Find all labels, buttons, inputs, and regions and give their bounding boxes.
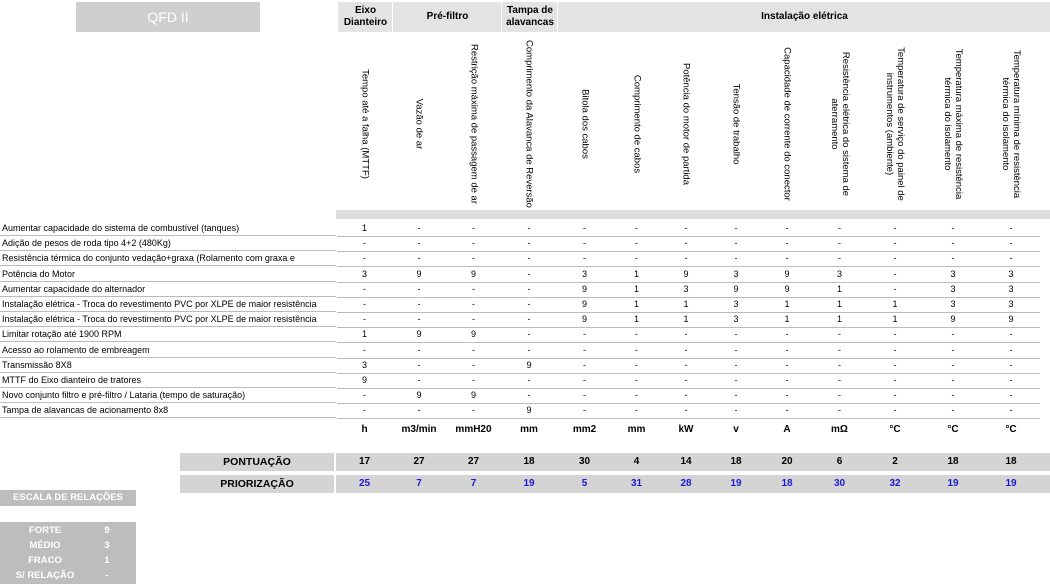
matrix-cell: - [711, 251, 761, 267]
matrix-cell: - [813, 251, 866, 267]
scale-item-value: 1 [104, 555, 110, 566]
matrix-cell: 3 [982, 297, 1040, 313]
row-label: Potência do Motor [0, 267, 336, 282]
matrix-cell: - [446, 403, 501, 419]
matrix-cell: - [446, 282, 501, 298]
band-separator [334, 453, 336, 471]
matrix-cell: 3 [982, 282, 1040, 298]
matrix-cell: 3 [924, 297, 982, 313]
column-header-2 [446, 38, 501, 210]
score-value: 27 [413, 456, 425, 467]
row-label: MTTF do Eixo dianteiro de tratores [0, 373, 336, 388]
matrix-cell: 9 [557, 282, 612, 298]
matrix-cell: 1 [337, 221, 392, 237]
matrix-cell: - [761, 373, 813, 389]
matrix-cell: - [557, 403, 612, 419]
matrix-cell: 9 [446, 327, 501, 343]
matrix-cell: 1 [661, 297, 711, 313]
scale-title: ESCALA DE RELAÇÕES [0, 490, 136, 506]
matrix-cell: 1 [612, 267, 661, 283]
matrix-cell: - [982, 373, 1040, 389]
matrix-cell: - [924, 403, 982, 419]
matrix-cell: - [446, 251, 501, 267]
matrix-cell: - [813, 373, 866, 389]
matrix-cell: - [924, 388, 982, 404]
column-header-12 [982, 38, 1040, 210]
matrix-cell: 3 [813, 267, 866, 283]
unit-cell: A [783, 423, 791, 435]
matrix-cell: 3 [924, 282, 982, 298]
matrix-cell: - [612, 221, 661, 237]
column-header-6 [661, 38, 711, 210]
matrix-cell: - [446, 312, 501, 328]
priority-value: 31 [630, 478, 643, 489]
matrix-cell: - [337, 343, 392, 359]
matrix-cell: - [337, 297, 392, 313]
matrix-cell: - [982, 403, 1040, 419]
matrix-cell: - [711, 236, 761, 252]
matrix-cell: 1 [612, 312, 661, 328]
priority-value: 28 [680, 478, 692, 489]
scale-item-label: S/ RELAÇÃO [15, 570, 75, 581]
matrix-cell: - [392, 373, 446, 389]
matrix-cell: - [392, 403, 446, 419]
matrix-cell: 1 [612, 282, 661, 298]
matrix-cell: 1 [866, 297, 924, 313]
matrix-cell: - [924, 373, 982, 389]
column-header-3 [501, 38, 557, 210]
matrix-cell: - [392, 358, 446, 374]
row-label: Resistência térmica do conjunto vedação+graxa (Rolamento com graxa e [0, 251, 336, 266]
scale-item [0, 553, 136, 568]
matrix-cell: - [612, 251, 661, 267]
matrix-cell: - [982, 221, 1040, 237]
priority-value: 19 [947, 478, 959, 489]
matrix-cell: - [761, 388, 813, 404]
matrix-cell: - [866, 343, 924, 359]
matrix-cell: - [501, 267, 557, 283]
priority-value: 7 [416, 478, 422, 489]
matrix-cell: - [661, 358, 711, 374]
priority-value: 5 [581, 478, 588, 489]
matrix-cell: - [501, 221, 557, 237]
matrix-cell: - [866, 373, 924, 389]
matrix-cell: - [557, 236, 612, 252]
column-header-label: Resistência elétrica do sistema de aterramento [828, 51, 851, 197]
matrix-cell: - [446, 236, 501, 252]
matrix-cell: - [866, 267, 924, 283]
matrix-cell: - [813, 343, 866, 359]
matrix-cell: - [924, 221, 982, 237]
matrix-cell: 3 [924, 267, 982, 283]
matrix-cell: - [557, 343, 612, 359]
unit-cell: °C [1005, 423, 1017, 435]
matrix-cell: - [866, 282, 924, 298]
matrix-cell: - [813, 388, 866, 404]
matrix-cell: - [392, 312, 446, 328]
unit-cell: m3/min [401, 423, 437, 435]
scale-item [0, 568, 136, 583]
matrix-cell: 9 [711, 282, 761, 298]
matrix-cell: - [392, 251, 446, 267]
matrix-cell: - [711, 388, 761, 404]
matrix-cell: - [392, 343, 446, 359]
matrix-cell: - [557, 221, 612, 237]
matrix-cell: - [392, 221, 446, 237]
matrix-cell: - [501, 327, 557, 343]
matrix-cell: - [612, 327, 661, 343]
score-label: PONTUAÇÃO [223, 456, 291, 468]
matrix-cell: 1 [661, 312, 711, 328]
matrix-cell: 9 [557, 312, 612, 328]
score-value: 18 [947, 456, 959, 467]
matrix-cell: - [501, 297, 557, 313]
column-header-label: Tempo até a falha (MTTF) [359, 69, 370, 179]
matrix-cell: 3 [557, 267, 612, 283]
unit-cell: mΩ [831, 423, 848, 435]
matrix-cell: - [761, 236, 813, 252]
group-header-3: Instalação elétrica [557, 2, 1050, 32]
matrix-cell: - [711, 221, 761, 237]
score-value: 17 [358, 456, 371, 467]
matrix-cell: - [337, 388, 392, 404]
matrix-cell: - [661, 251, 711, 267]
matrix-cell: - [612, 403, 661, 419]
matrix-cell: - [612, 388, 661, 404]
matrix-cell: - [761, 251, 813, 267]
matrix-cell: 9 [392, 388, 446, 404]
column-header-10 [866, 38, 924, 210]
column-header-0 [337, 38, 392, 210]
matrix-cell: - [612, 343, 661, 359]
matrix-cell: - [982, 251, 1040, 267]
unit-cell: °C [889, 423, 901, 435]
matrix-cell: - [446, 297, 501, 313]
matrix-cell: - [501, 282, 557, 298]
matrix-cell: 9 [337, 373, 392, 389]
matrix-cell: - [866, 221, 924, 237]
unit-cell: v [733, 423, 739, 435]
matrix-cell: - [661, 343, 711, 359]
priority-label: PRIORIZAÇÃO [220, 478, 294, 490]
matrix-cell: - [866, 236, 924, 252]
matrix-cell: 9 [446, 267, 501, 283]
column-header-label: Restrição máxima de passagem de ar [468, 44, 479, 204]
score-value: 4 [633, 456, 640, 467]
score-value: 27 [467, 456, 480, 467]
matrix-cell: - [761, 403, 813, 419]
matrix-cell: - [761, 327, 813, 343]
matrix-cell: - [711, 373, 761, 389]
scale-item [0, 538, 136, 553]
matrix-cell: - [557, 358, 612, 374]
row-label: Transmissão 8X8 [0, 358, 336, 373]
matrix-cell: - [866, 358, 924, 374]
score-value: 2 [892, 456, 898, 467]
row-label: Limitar rotação até 1900 RPM [0, 327, 336, 342]
matrix-cell: - [501, 312, 557, 328]
scale-item-value: - [105, 570, 109, 581]
matrix-cell: - [661, 221, 711, 237]
priority-value: 25 [358, 478, 371, 489]
matrix-cell: - [501, 373, 557, 389]
matrix-cell: - [446, 373, 501, 389]
matrix-cell: - [557, 373, 612, 389]
priority-value: 19 [1005, 478, 1017, 489]
matrix-cell: - [661, 327, 711, 343]
column-header-1 [392, 38, 446, 210]
header-separator [336, 210, 1050, 219]
matrix-cell: - [761, 343, 813, 359]
priority-value: 32 [889, 478, 901, 489]
column-header-7 [711, 38, 761, 210]
row-label: Instalação elétrica - Troca do revestimento PVC por XLPE de maior resistência [0, 297, 336, 312]
row-label: Novo conjunto filtro e pré-filtro / Lataria (tempo de saturação) [0, 388, 336, 403]
score-value: 18 [1005, 456, 1017, 467]
score-value: 6 [836, 456, 843, 467]
matrix-cell: 3 [711, 312, 761, 328]
matrix-cell: - [924, 251, 982, 267]
scale-item-label: FORTE [28, 525, 62, 536]
matrix-cell: - [337, 312, 392, 328]
matrix-cell: - [761, 358, 813, 374]
qfd-title: QFD II [76, 2, 260, 32]
matrix-cell: - [501, 251, 557, 267]
matrix-cell: - [612, 236, 661, 252]
matrix-cell: 1 [612, 297, 661, 313]
matrix-cell: - [813, 236, 866, 252]
matrix-cell: - [982, 236, 1040, 252]
matrix-cell: - [337, 282, 392, 298]
matrix-cell: 9 [924, 312, 982, 328]
matrix-cell: 9 [761, 282, 813, 298]
matrix-cell: - [612, 358, 661, 374]
column-header-label: Bitola dos cabos [579, 89, 590, 159]
matrix-cell: 9 [501, 358, 557, 374]
matrix-cell: - [711, 403, 761, 419]
score-value: 18 [730, 456, 742, 467]
column-header-9 [813, 38, 866, 210]
scale-item-label: FRACO [28, 555, 62, 566]
matrix-cell: - [661, 388, 711, 404]
matrix-cell: 9 [661, 267, 711, 283]
matrix-cell: - [982, 327, 1040, 343]
matrix-cell: - [501, 343, 557, 359]
row-label: Aumentar capacidade do alternador [0, 282, 336, 297]
row-label: Instalação elétrica - Troca do revestimento PVC por XLPE de maior resistência [0, 312, 336, 327]
matrix-cell: - [661, 403, 711, 419]
matrix-cell: - [392, 236, 446, 252]
matrix-cell: - [924, 358, 982, 374]
matrix-cell: - [813, 221, 866, 237]
column-header-label: Temperatura máxima de resistência térmica do isolamento [942, 48, 964, 200]
matrix-cell: 3 [982, 267, 1040, 283]
matrix-cell: - [711, 343, 761, 359]
matrix-cell: 1 [813, 297, 866, 313]
matrix-cell: 1 [866, 312, 924, 328]
matrix-cell: - [557, 388, 612, 404]
matrix-cell: 3 [711, 267, 761, 283]
matrix-cell: 1 [761, 297, 813, 313]
matrix-cell: - [711, 358, 761, 374]
matrix-cell: - [711, 327, 761, 343]
matrix-cell: 1 [813, 312, 866, 328]
matrix-cell: - [612, 373, 661, 389]
column-header-label: Comprimento da Alavanca de Reversão [523, 40, 535, 208]
row-label: Acesso ao rolamento de embreagem [0, 343, 336, 358]
matrix-cell: - [866, 388, 924, 404]
unit-cell: °C [947, 423, 959, 435]
band-separator [334, 475, 336, 493]
row-label: Tampa de alavancas de acionamento 8x8 [0, 403, 336, 418]
column-header-5 [612, 38, 661, 210]
matrix-cell: - [446, 343, 501, 359]
matrix-cell: - [982, 388, 1040, 404]
matrix-cell: - [446, 358, 501, 374]
unit-cell: mmH20 [455, 423, 492, 435]
unit-cell: mm [627, 423, 646, 435]
matrix-cell: - [813, 403, 866, 419]
matrix-cell: 3 [711, 297, 761, 313]
scale-item-value: 9 [104, 525, 110, 536]
matrix-cell: - [924, 236, 982, 252]
matrix-cell: - [337, 251, 392, 267]
matrix-cell: - [924, 327, 982, 343]
row-label: Aumentar capacidade do sistema de combustível (tanques) [0, 221, 336, 236]
matrix-cell: 3 [661, 282, 711, 298]
matrix-cell: - [813, 358, 866, 374]
matrix-cell: - [557, 327, 612, 343]
priority-value: 30 [833, 478, 846, 489]
matrix-cell: - [761, 221, 813, 237]
matrix-cell: - [866, 403, 924, 419]
score-value: 30 [578, 456, 591, 467]
matrix-cell: - [661, 236, 711, 252]
column-header-label: Vazão de ar [413, 98, 425, 150]
unit-cell: mm [520, 423, 538, 435]
column-header-label: Comprimento de cabos [631, 74, 642, 174]
matrix-cell: - [392, 297, 446, 313]
priority-value: 19 [523, 478, 535, 489]
matrix-cell: - [446, 221, 501, 237]
column-header-label: Capacidade de corrente do conector [781, 47, 793, 201]
matrix-cell: 1 [761, 312, 813, 328]
matrix-cell: - [661, 373, 711, 389]
column-header-label: Potência do motor de partida [680, 63, 692, 185]
matrix-cell: - [337, 403, 392, 419]
group-header-0: Eixo Dianteiro [337, 2, 393, 32]
matrix-cell: 9 [392, 327, 446, 343]
matrix-cell: - [501, 388, 557, 404]
column-header-label: Tensão de trabalho [730, 83, 742, 165]
score-value: 18 [523, 456, 535, 467]
priority-value: 18 [781, 478, 793, 489]
column-header-label: Temperatura mínima de resistência térmica do isolamento [1000, 49, 1022, 199]
score-value: 14 [680, 456, 692, 467]
matrix-cell: 9 [446, 388, 501, 404]
scale-item [0, 523, 136, 538]
matrix-cell: 9 [501, 403, 557, 419]
matrix-cell: - [392, 282, 446, 298]
priority-value: 19 [730, 478, 742, 489]
matrix-cell: - [982, 358, 1040, 374]
matrix-cell: 9 [557, 297, 612, 313]
unit-cell: kW [678, 423, 694, 435]
matrix-cell: 1 [337, 327, 392, 343]
matrix-cell: - [866, 327, 924, 343]
score-value: 20 [781, 456, 793, 467]
matrix-cell: 3 [337, 358, 392, 374]
column-header-label: Temperatura de serviço do painel de instrumentos (ambiente) [884, 47, 906, 201]
group-header-1: Pré-filtro [392, 2, 502, 32]
matrix-cell: - [866, 251, 924, 267]
matrix-cell: 9 [761, 267, 813, 283]
matrix-cell: 9 [982, 312, 1040, 328]
row-label: Adição de pesos de roda tipo 4+2 (480Kg) [0, 236, 336, 251]
matrix-cell: - [924, 343, 982, 359]
matrix-cell: - [982, 343, 1040, 359]
column-header-11 [924, 38, 982, 210]
unit-cell: mm2 [572, 423, 597, 435]
matrix-cell: - [337, 236, 392, 252]
scale-item-value: 3 [104, 540, 110, 551]
priority-value: 7 [470, 478, 477, 489]
scale-item-label: MÉDIO [29, 540, 61, 551]
matrix-cell: - [813, 327, 866, 343]
column-header-4 [557, 38, 612, 210]
matrix-cell: - [501, 236, 557, 252]
matrix-cell: - [557, 251, 612, 267]
matrix-cell: 1 [813, 282, 866, 298]
matrix-cell: 9 [392, 267, 446, 283]
matrix-cell: 3 [337, 267, 392, 283]
unit-cell: h [361, 423, 368, 435]
group-header-2: Tampa de alavancas [501, 2, 558, 32]
column-header-8 [761, 38, 813, 210]
